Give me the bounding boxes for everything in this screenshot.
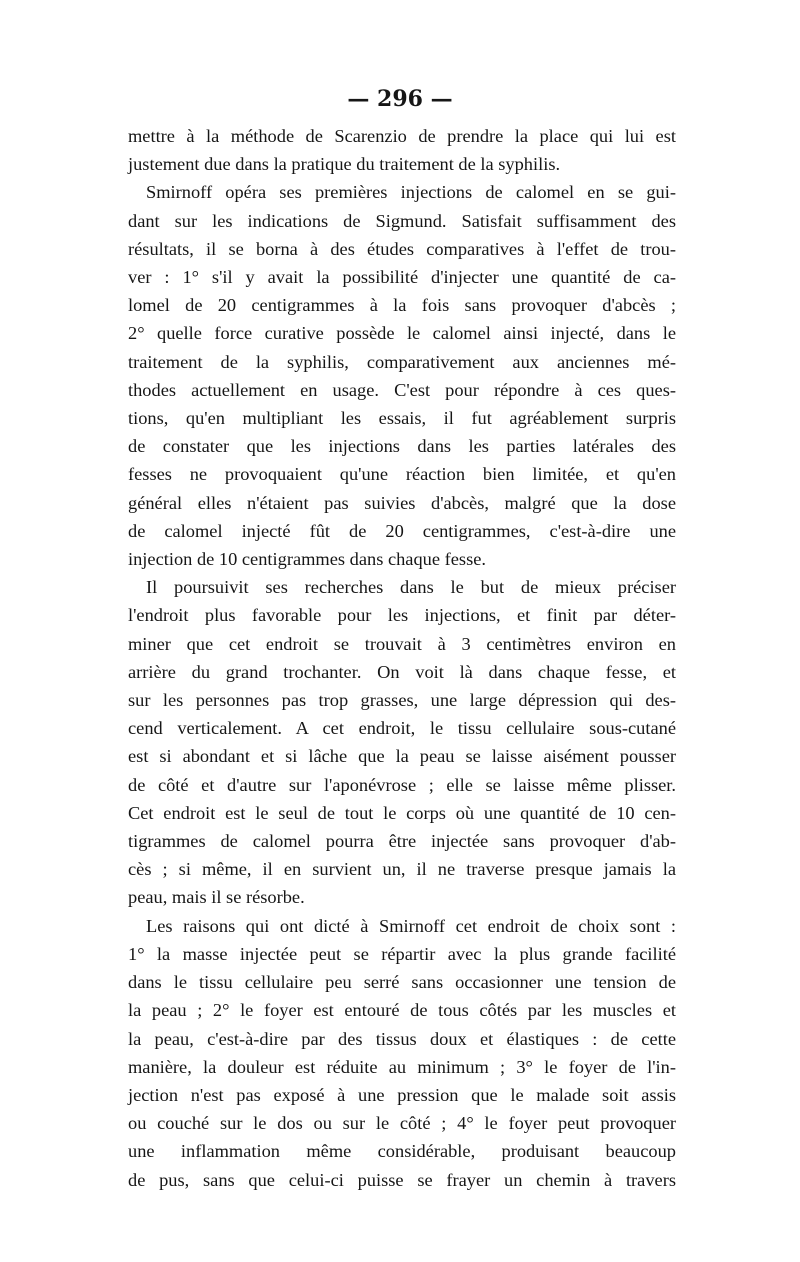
text-line: manière, la douleur est réduite au minimum ; 3° le foyer de l'in- [128,1056,676,1077]
text-line: de pus, sans que celui-ci puisse se frayer un chemin à travers [128,1169,676,1190]
text-line: lomel de 20 centigrammes à la fois sans provoquer d'abcès ; [128,295,676,316]
text-line: la peau ; 2° le foyer est entouré de tous côtés par les muscles et [128,1000,676,1021]
text-line: justement due dans la pratique du traitement de la syphilis. [128,154,561,175]
text-line: 1° la masse injectée peut se répartir avec la plus grande facilité [128,943,676,964]
text-line: miner que cet endroit se trouvait à 3 centimètres environ en [128,633,676,654]
text-line: est si abondant et si lâche que la peau se laisse aisément pousser [128,746,676,767]
text-line: ver : 1° s'il y avait la possibilité d'injecter une quantité de ca- [128,267,676,288]
text-line: ou couché sur le dos ou sur le côté ; 4° le foyer peut provoquer [128,1113,676,1134]
text-line: la peau, c'est-à-dire par des tissus doux et élastiques : de cette [128,1028,676,1049]
text-line: résultats, il se borna à des études comparatives à l'effet de trou- [128,238,676,259]
text-line: de constater que les injections dans les parties latérales des [128,436,676,457]
text-line: général elles n'étaient pas suivies d'abcès, malgré que la dose [128,492,676,513]
text-line: Les raisons qui ont dicté à Smirnoff cet endroit de choix sont : [146,915,676,936]
text-line: 2° quelle force curative possède le calomel ainsi injecté, dans le [128,323,676,344]
text-line: tigrammes de calomel pourra être injectée sans provoquer d'ab- [128,831,676,852]
text-line: jection n'est pas exposé à une pression que le malade soit assis [128,1084,676,1105]
text-line: arrière du grand trochanter. On voit là dans chaque fesse, et [128,661,676,682]
text-line: fesses ne provoquaient qu'une réaction bien limitée, et qu'en [128,464,676,485]
body-text [128,122,676,1194]
text-line: Smirnoff opéra ses premières injections de calomel en se gui- [146,182,676,203]
text-line: de côté et d'autre sur l'aponévrose ; elle se laisse même plisser. [128,774,676,795]
text-line: peau, mais il se résorbe. [128,887,305,908]
page-number: — 296 — [347,86,453,112]
text-line: Il poursuivit ses recherches dans le but de mieux préciser [146,577,676,598]
text-line: de calomel injecté fût de 20 centigrammes, c'est-à-dire une [128,520,676,541]
text-line: injection de 10 centigrammes dans chaque fesse. [128,549,486,570]
text-line: cès ; si même, il en survient un, il ne traverse presque jamais la [128,859,676,880]
text-line: tions, qu'en multipliant les essais, il fut agréablement surpris [128,408,676,429]
text-line: cend verticalement. A cet endroit, le tissu cellulaire sous-cutané [128,718,676,739]
text-line: mettre à la méthode de Scarenzio de prendre la place qui lui est [128,126,676,146]
text-line: sur les personnes pas trop grasses, une large dépression qui des- [128,690,676,711]
text-line: dans le tissu cellulaire peu serré sans occasionner une tension de [128,972,676,993]
text-line: traitement de la syphilis, comparativement aux anciennes mé- [128,351,676,372]
text-line: l'endroit plus favorable pour les injections, et finit par déter- [128,605,676,626]
text-line: thodes actuellement en usage. C'est pour répondre à ces ques- [128,379,676,400]
text-line: dant sur les indications de Sigmund. Satisfait suffisamment des [128,210,676,231]
text-line: une inflammation même considérable, produisant beaucoup [128,1141,676,1162]
text-line: Cet endroit est le seul de tout le corps où une quantité de 10 cen- [128,802,676,823]
